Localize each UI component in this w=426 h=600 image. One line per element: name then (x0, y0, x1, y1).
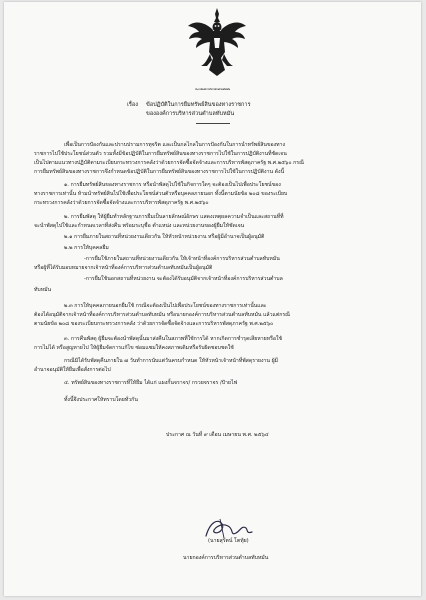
clause-2-3-line: ตามนัยข้อ ๒๐๘ ของระเบียบกระทรวงการคลัง ว่าด้วยการจัดซื้อจัดจ้างและการบริหารพัสดุภาครัฐ พ.ศ.๒๕๖๐ (34, 321, 274, 327)
clause-2-3-line: ๒.๓ การให้บุคคลภายนอกยืมใช้ กรณีจะต้องเป็นไปเพื่อประโยชน์ของทางราชการเท่านั้นและ (64, 303, 267, 309)
clause-2-1: ๒.๑ การยืมภายในสถานที่หน่วยงานเดียวกัน ให้หัวหน้าหน่วยงาน หรือผู้มีอำนาจเป็นผู้อนุมัติ (64, 234, 265, 240)
closing-text: ทั้งนี้จึงประกาศให้ทราบโดยทั่วกัน (64, 397, 138, 403)
clause-2-2-b-line: -การยืมใช้นอกสถานที่หน่วยงาน จะต้องได้รับอนุมัติจากเจ้าหน้าที่องค์การบริหารส่วนตำบล (84, 276, 283, 282)
clause-2-line: ๒. การยืมพัสดุ ให้ผู้ยืมทำหลักฐานการยืมเป็นลายลักษณ์อักษร แสดงเหตุผลความจำเป็นและสถานที่ที่ (64, 214, 284, 220)
signer-name: (นายสุรัตน์ โตทุ้ย) (208, 538, 249, 544)
clause-3-line: การไม่ได้ หรือสูญหายไป ให้ผู้ยืมจัดการแก้ไข ซ่อมแซมให้คงสภาพเดิมหรือรับผิดชอบชดใช้ (34, 345, 234, 351)
clause-1-line: ทางราชการเท่านั้น ห้ามนำทรัพย์สินไปใช้เพื่อประโยชน์ส่วนตัวหรือบุคคลภายนอก ทั้งนี้ตามนัยข้อ ๒๐๘ ของระเบียบ (34, 191, 288, 197)
intro-line: เป็นไปตามแนวทางปฏิบัติตามระเบียบกระทรวงการคลังว่าด้วยการจัดซื้อจัดจ้างและการบริหารพัสดุภาครัฐ พ.ศ.๒๕๖๐ กรณี (34, 160, 304, 166)
clause-3-b-line: อำนาจอนุมัติให้ยืมเพื่อสั่งการต่อไป (34, 367, 111, 373)
clause-3-line: ๓. การคืนพัสดุ ผู้ยืมจะต้องนำพัสดุนั้นมาส่งคืนในสภาพที่ใช้การได้ หากเกิดการชำรุดเสียหายหรือใช้ (64, 336, 283, 342)
subject-label: เรื่อง (127, 102, 139, 108)
clause-2-line: จะนำพัสดุไปใช้และกำหนดเวลาที่ส่งคืน พร้อมระบุชื่อ ตำแหน่ง และหน่วยงานของผู้ยืมให้ชัดเจน (34, 223, 245, 229)
signer-position: นายกองค์การบริหารส่วนตำบลทับหมัน (183, 555, 269, 561)
title-divider (196, 123, 230, 124)
clause-1-line: กระทรวงการคลังว่าด้วยการจัดซื้อจัดจ้างและการบริหารพัสดุภาครัฐ พ.ศ.๒๕๖๐ (34, 200, 209, 206)
clause-1-line: ๑. การยืมทรัพย์สินของทางราชการ หรือนำพัสดุไปใช้ในกิจการใดๆ จะต้องเป็นไปเพื่อประโยชน์ของ (64, 182, 281, 188)
clause-4: ๔. ทรัพย์สินของทางราชการที่ให้ยืม ได้แก่ แผงกั้นจราจร/ กรวยจราจร /ป้ายไฟ (64, 380, 238, 386)
clause-3-b-line: กรณีมิได้รับพัสดุคืนภายใน ๗ วันทำการนับแต่วันครบกำหนด ให้หัวหน้าเจ้าหน้าที่พัสดุรายงาน ผู้มี (64, 358, 279, 364)
clause-2-2-a-line: หรือผู้ที่ได้รับมอบหมายจากเจ้าหน้าที่องค์การบริหารส่วนตำบลทับหมันเป็นผู้อนุมัติ (34, 265, 213, 271)
announcement-date: ประกาศ ณ วันที่ ๙ เดือน เมษายน พ.ศ. ๒๕๖๔ (166, 432, 269, 438)
clause-2-2-a-line: -การยืมใช้ภายในสถานที่หน่วยงานเดียวกัน ให้เจ้าหน้าที่องค์การบริหารส่วนตำบลทับหมัน (84, 256, 280, 262)
document-page (4, 2, 421, 596)
garuda-emblem (187, 8, 247, 76)
clause-2-2-b-line: ทับหมัน (34, 287, 52, 293)
intro-line: ราชการไปใช้ประโยชน์ส่วนตัว รวมทั้งมีข้อปฏิบัติในการยืมทรัพย์สินของทางราชการไปใช้ในการปฏิบัติงานที่ชัดเจน (34, 151, 287, 157)
subject-line-1: ข้อปฏิบัติในการยืมทรัพย์สินของทางราชการ (146, 102, 251, 108)
intro-line: เพื่อเป็นการป้องกันและปราบปรามการทุจริต และเป็นกลไกลในการป้องกันในการนำทรัพย์สินของทาง (64, 142, 286, 148)
subject-line-2: ขององค์การบริหารส่วนตำบลทับหมัน (146, 111, 235, 117)
document-title: ประกาศองค์การบริหารส่วนตำบลทับหมัน (194, 89, 231, 91)
clause-2-3-line: ต้องได้อนุมัติจากเจ้าหน้าที่องค์การบริหารส่วนตำบลทับหมัน หรือนายกองค์การบริหารส่วนตำบลทับหมัน แล้วแต่กรณี (34, 312, 290, 318)
intro-line: การยืมทรัพย์สินของทางราชการจึงกำหนดข้อปฏิบัติในการยืมทรัพย์สินของทางราชการไปใช้ในการปฏิบัติงาน ดังนี้ (34, 169, 285, 175)
clause-2-2: ๒.๒ การให้บุคคลยืม (64, 245, 109, 251)
